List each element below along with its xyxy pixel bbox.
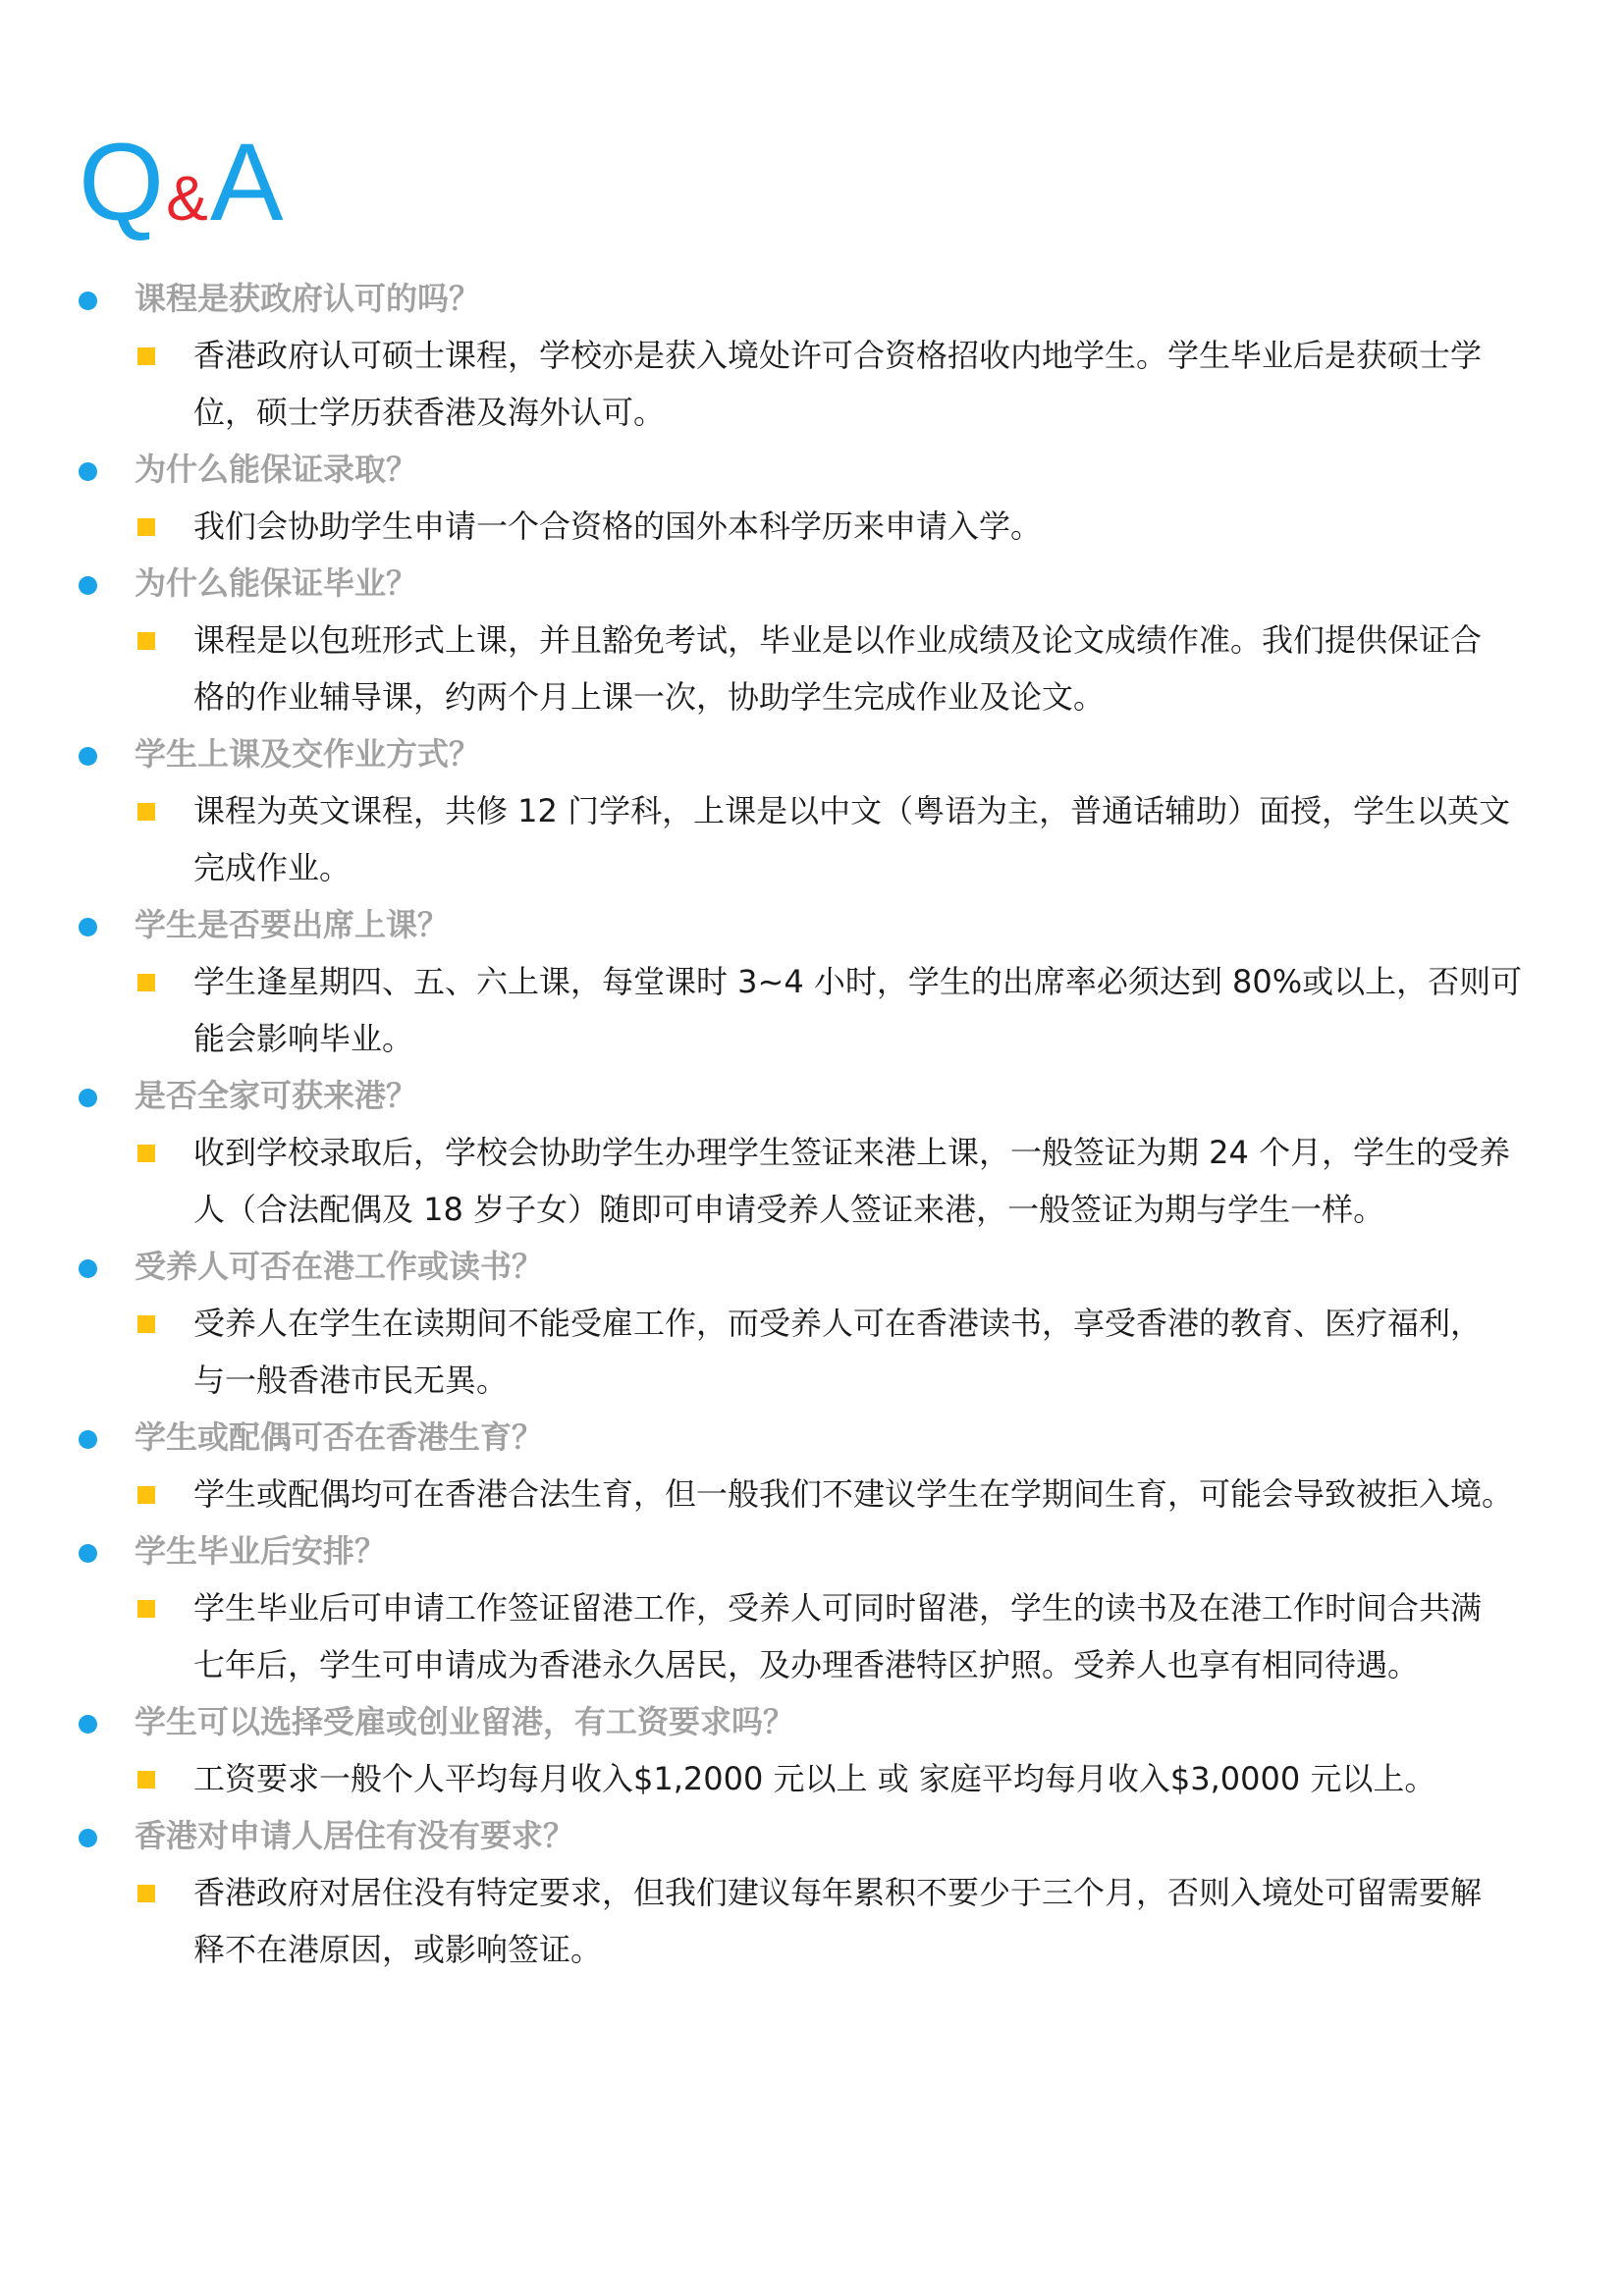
question-item [79,1522,1551,1579]
question-item [79,896,1551,953]
answer-line: 格的作业辅导课，约两个月上课一次，协助学生完成作业及论文。 [193,678,1106,716]
answer-line: 完成作业。 [193,849,352,886]
answer-bullet-icon [137,347,155,365]
answer-line: 工资要求一般个人平均每月收入$1,2000 元以上 或 家庭平均每月收入$3,0000 元以上。 [193,1760,1436,1797]
question-item [79,1409,1551,1466]
answer-line: 学生或配偶均可在香港合法生育，但一般我们不建议学生在学期间生育，可能会导致被拒入境。 [193,1475,1514,1513]
question-bullet-icon [79,1259,97,1278]
answer-line: 释不在港原因，或影响签证。 [193,1931,603,1968]
question-item [79,1693,1551,1750]
answer-item [137,1124,1561,1238]
answer-item [137,1864,1561,1978]
answer-line: 课程为英文课程，共修 12 门学科，上课是以中文（粤语为主，普通话辅助）面授，学生以英文 [193,792,1511,829]
answer-item [137,953,1561,1067]
answer-line: 收到学校录取后，学校会协助学生办理学生签证来港上课，一般签证为期 24 个月，学生的受养 [193,1134,1511,1171]
answer-line: 人（合法配偶及 18 岁子女）随即可申请受养人签证来港，一般签证为期与学生一样。 [193,1191,1385,1228]
answer-text [193,498,1561,555]
answer-text [193,953,1561,1067]
question-text: 是否全家可获来港？ [135,1077,418,1114]
question-bullet-icon [79,1089,97,1107]
answer-item [137,1295,1561,1409]
answer-bullet-icon [137,1771,155,1789]
answer-item [137,327,1561,441]
answer-text [193,1295,1561,1409]
answer-text [193,1124,1561,1238]
question-bullet-icon [79,918,97,936]
title-q: Q [79,121,165,243]
answer-bullet-icon [137,1600,155,1618]
answer-item [137,498,1561,555]
question-text: 受养人可否在港工作或读书？ [135,1248,544,1285]
question-text: 学生上课及交作业方式？ [135,735,481,773]
answer-line: 学生逢星期四、五、六上课，每堂课时 3~4 小时，学生的出席率必须达到 80%或以上，否则可 [193,963,1523,1000]
question-bullet-icon [79,747,97,766]
answer-line: 七年后，学生可申请成为香港永久居民，及办理香港特区护照。受养人也享有相同待遇。 [193,1646,1420,1683]
answer-line: 我们会协助学生申请一个合资格的国外本科学历来申请入学。 [193,507,1043,545]
answer-line: 香港政府认可硕士课程，学校亦是获入境处许可合资格招收内地学生。学生毕业后是获硕士学 [193,337,1483,374]
answer-text [193,612,1561,725]
question-text: 学生毕业后安排？ [135,1532,387,1570]
question-item [79,1807,1551,1864]
question-bullet-icon [79,1829,97,1847]
answer-bullet-icon [137,1885,155,1902]
question-text: 为什么能保证毕业？ [135,564,418,602]
question-bullet-icon [79,292,97,310]
answer-line: 受养人在学生在读期间不能受雇工作，而受养人可在香港读书，享受香港的教育、医疗福利， [193,1305,1483,1342]
answer-text [193,1466,1561,1522]
page-title [79,121,284,245]
answer-item [137,782,1561,896]
answer-bullet-icon [137,1486,155,1504]
answer-item [137,1466,1561,1522]
question-item [79,441,1551,498]
question-item [79,1067,1551,1124]
answer-text [193,1579,1561,1693]
question-text: 课程是获政府认可的吗？ [135,280,481,317]
answer-text [193,1750,1561,1807]
question-bullet-icon [79,1430,97,1449]
answer-item [137,612,1561,725]
question-item [79,555,1551,612]
answer-text [193,782,1561,896]
answer-bullet-icon [137,518,155,536]
question-text: 学生是否要出席上课？ [135,906,450,943]
answer-line: 能会影响毕业。 [193,1020,414,1057]
question-bullet-icon [79,576,97,595]
question-item [79,1238,1551,1295]
question-bullet-icon [79,1715,97,1734]
answer-line: 香港政府对居住没有特定要求，但我们建议每年累积不要少于三个月，否则入境处可留需要解 [193,1874,1483,1911]
question-text: 学生可以选择受雇或创业留港，有工资要求吗？ [135,1703,795,1740]
answer-item [137,1579,1561,1693]
title-ampersand: & [166,163,208,234]
question-item [79,270,1551,327]
answer-text [193,327,1561,441]
question-text: 香港对申请人居住有没有要求？ [135,1817,575,1854]
answer-bullet-icon [137,1145,155,1162]
question-bullet-icon [79,1544,97,1563]
question-item [79,725,1551,782]
title-a: A [209,121,284,243]
answer-line: 与一般香港市民无異。 [193,1362,509,1399]
answer-item [137,1750,1561,1807]
question-bullet-icon [79,462,97,481]
question-text: 学生或配偶可否在香港生育？ [135,1418,544,1456]
answer-line: 课程是以包班形式上课，并且豁免考试，毕业是以作业成绩及论文成绩作准。我们提供保证合 [193,621,1483,659]
answer-text [193,1864,1561,1978]
answer-line: 学生毕业后可申请工作签证留港工作，受养人可同时留港，学生的读书及在港工作时间合共满 [193,1589,1483,1627]
answer-bullet-icon [137,974,155,991]
answer-bullet-icon [137,803,155,821]
question-text: 为什么能保证录取？ [135,451,418,488]
answer-line: 位，硕士学历获香港及海外认可。 [193,394,666,431]
answer-bullet-icon [137,632,155,650]
answer-bullet-icon [137,1315,155,1333]
